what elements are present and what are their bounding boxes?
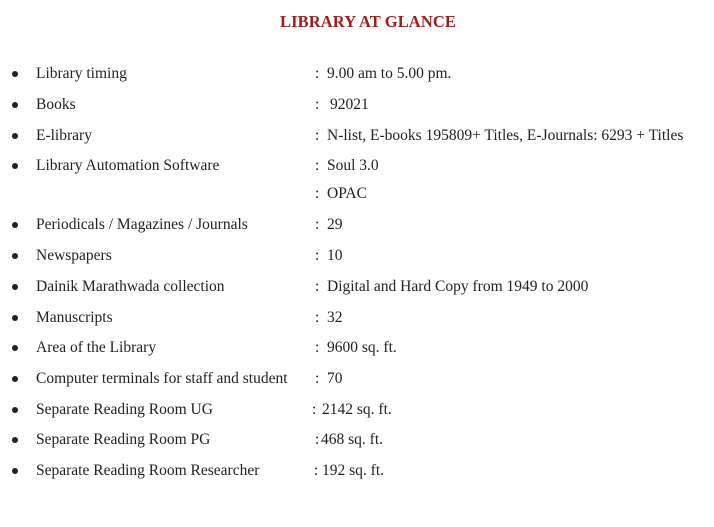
item-separator: :	[315, 127, 320, 144]
bullet-icon	[12, 102, 18, 108]
bullet-icon	[12, 133, 18, 139]
page-title: LIBRARY AT GLANCE	[280, 12, 456, 31]
list-item	[0, 64, 714, 84]
list-item	[0, 400, 714, 420]
item-value: N-list, E-books 195809+ Titles, E-Journals: 6293 + Titles	[327, 127, 684, 144]
item-separator: :	[315, 157, 320, 174]
item-label: Periodicals / Magazines / Journals	[36, 216, 248, 233]
item-value: 70	[327, 370, 343, 387]
item-separator: :	[315, 370, 320, 387]
bullet-icon	[12, 315, 18, 321]
item-separator: :	[315, 339, 320, 356]
item-value: 29	[327, 216, 343, 233]
item-value: Soul 3.0	[327, 157, 379, 174]
list-item	[0, 430, 714, 450]
list-item	[0, 156, 714, 176]
bullet-icon	[12, 71, 18, 77]
list-item	[0, 184, 714, 204]
item-label: Separate Reading Room PG	[36, 431, 211, 448]
list-item	[0, 461, 714, 481]
item-value: 192 sq. ft.	[322, 462, 384, 479]
list-item	[0, 369, 714, 389]
bullet-icon	[12, 163, 18, 169]
item-label: E-library	[36, 127, 92, 144]
item-separator: :	[315, 278, 320, 295]
list-item	[0, 338, 714, 358]
item-label: Separate Reading Room UG	[36, 401, 213, 418]
item-label: Newspapers	[36, 247, 112, 264]
item-separator: :	[312, 401, 317, 418]
list-item	[0, 126, 714, 146]
item-value: 9600 sq. ft.	[327, 339, 397, 356]
item-separator: :	[315, 216, 320, 233]
item-value: 468 sq. ft.	[321, 431, 383, 448]
item-separator: :	[315, 65, 320, 82]
bullet-icon	[12, 376, 18, 382]
item-value: 10	[327, 247, 343, 264]
bullet-icon	[12, 253, 18, 259]
item-separator: :	[315, 431, 320, 448]
item-separator: :	[315, 309, 320, 326]
item-label: Library timing	[36, 65, 127, 82]
item-value: 9.00 am to 5.00 pm.	[327, 65, 452, 82]
bullet-icon	[12, 468, 18, 474]
item-label: Computer terminals for staff and student	[36, 370, 288, 387]
item-separator: :	[314, 462, 319, 479]
list-item	[0, 215, 714, 235]
item-separator: :	[315, 185, 320, 202]
item-value: 32	[327, 309, 343, 326]
list-item	[0, 95, 714, 115]
bullet-icon	[12, 437, 18, 443]
bullet-icon	[12, 222, 18, 228]
bullet-icon	[12, 284, 18, 290]
item-value: 92021	[330, 96, 369, 113]
item-label: Books	[36, 96, 76, 113]
bullet-icon	[12, 345, 18, 351]
list-item	[0, 246, 714, 266]
item-label: Area of the Library	[36, 339, 157, 356]
list-item	[0, 308, 714, 328]
item-label: Dainik Marathwada collection	[36, 278, 225, 295]
item-value: Digital and Hard Copy from 1949 to 2000	[327, 278, 589, 295]
item-label: Manuscripts	[36, 309, 113, 326]
item-label: Separate Reading Room Researcher	[36, 462, 260, 479]
item-label: Library Automation Software	[36, 157, 220, 174]
item-value: OPAC	[327, 185, 367, 202]
list-item	[0, 277, 714, 297]
item-value: 2142 sq. ft.	[322, 401, 392, 418]
bullet-icon	[12, 407, 18, 413]
item-separator: :	[315, 96, 320, 113]
item-separator: :	[315, 247, 320, 264]
